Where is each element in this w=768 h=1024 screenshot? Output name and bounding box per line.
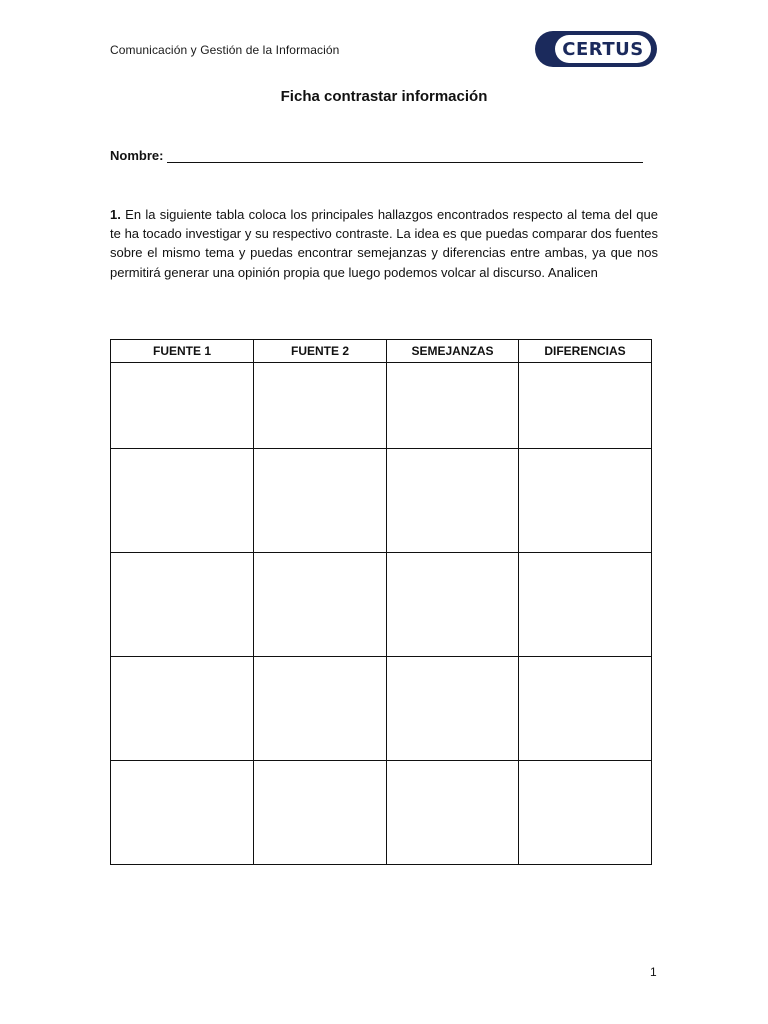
instruction-number: 1. (110, 207, 121, 222)
name-blank-line[interactable] (167, 148, 643, 163)
table-cell[interactable] (254, 449, 387, 553)
table-header-row (111, 340, 652, 363)
table-cell[interactable] (111, 363, 254, 449)
header-diferencias: DIFERENCIAS (519, 340, 652, 363)
table-row (111, 657, 652, 761)
table-cell[interactable] (519, 761, 652, 865)
table-cell[interactable] (254, 761, 387, 865)
table-cell[interactable] (387, 657, 519, 761)
name-label: Nombre: (110, 148, 164, 163)
table-cell[interactable] (111, 553, 254, 657)
instruction-text: En la siguiente tabla coloca los principales hallazgos encontrados respecto al tema del que te ha tocado investigar y su respectivo contraste. La idea es que puedas comparar dos fuentes sobre el mismo tema y puedas encontrar semejanzas y diferencias entre ambas, ya que nos permitirá generar una opinión propia que luego podemos volcar al discurso. Analicen (110, 207, 659, 280)
table-cell[interactable] (254, 657, 387, 761)
course-header: Comunicación y Gestión de la Información (110, 43, 340, 57)
logo-inner (555, 35, 651, 63)
table-row (111, 363, 652, 449)
table-row (111, 761, 652, 865)
header-fuente-2: FUENTE 2 (254, 340, 387, 363)
table-cell[interactable] (519, 363, 652, 449)
table-cell[interactable] (387, 553, 519, 657)
table-cell[interactable] (111, 657, 254, 761)
table-row (111, 449, 652, 553)
table-cell[interactable] (111, 761, 254, 865)
comparison-table (110, 339, 652, 865)
table-cell[interactable] (519, 553, 652, 657)
table-cell[interactable] (519, 657, 652, 761)
table-cell[interactable] (387, 449, 519, 553)
document-title: Ficha contrastar información (280, 88, 488, 105)
header-fuente-1: FUENTE 1 (111, 340, 254, 363)
logo-text: CERTUS (562, 38, 644, 60)
table-cell[interactable] (254, 553, 387, 657)
table-cell[interactable] (387, 363, 519, 449)
header-semejanzas: SEMEJANZAS (387, 340, 519, 363)
table-cell[interactable] (111, 449, 254, 553)
table-row (111, 553, 652, 657)
table-cell[interactable] (387, 761, 519, 865)
instructions-paragraph (110, 205, 658, 282)
table-cell[interactable] (519, 449, 652, 553)
table-cell[interactable] (254, 363, 387, 449)
page-number: 1 (650, 965, 657, 979)
name-field (110, 148, 643, 163)
certus-logo (535, 31, 657, 67)
